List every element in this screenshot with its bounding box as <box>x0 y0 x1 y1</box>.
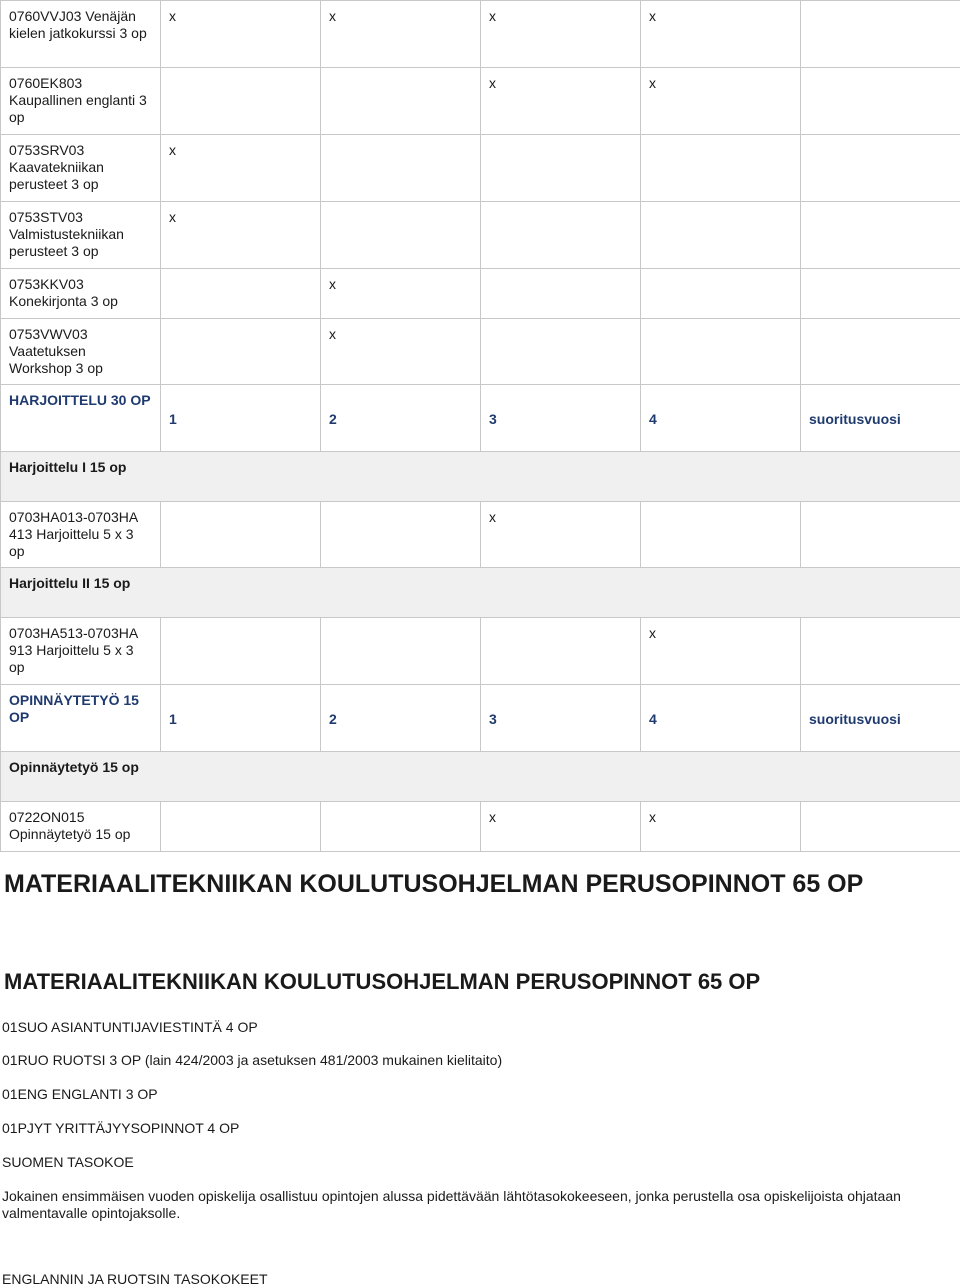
year-1-mark <box>161 502 321 568</box>
year-3-mark: x <box>481 502 641 568</box>
table-row <box>1 502 960 568</box>
table-row <box>1 618 960 685</box>
year-2-header: 2 <box>321 385 481 452</box>
year-label-cell <box>801 618 960 685</box>
year-label-cell <box>801 269 960 319</box>
year-2-mark <box>321 68 481 135</box>
subsection-title: Harjoittelu II 15 op <box>1 568 960 618</box>
year-4-mark <box>641 269 801 319</box>
course-line: 01SUO ASIANTUNTIJAVIESTINTÄ 4 OP <box>2 1019 258 1035</box>
year-label-header: suoritusvuosi <box>801 385 960 452</box>
year-3-mark <box>481 319 641 385</box>
year-3-mark: x <box>481 802 641 852</box>
course-line: ENGLANNIN JA RUOTSIN TASOKOKEET <box>2 1271 268 1287</box>
course-line: 01PJYT YRITTÄJYYSOPINNOT 4 OP <box>2 1120 240 1136</box>
year-3-mark <box>481 269 641 319</box>
section-title: HARJOITTELU 30 OP <box>1 385 161 452</box>
year-3-mark: x <box>481 68 641 135</box>
year-1-mark: x <box>161 202 321 269</box>
course-line: 01ENG ENGLANTI 3 OP <box>2 1086 158 1102</box>
subsection-row <box>1 568 960 618</box>
table-row <box>1 202 960 269</box>
year-label-cell <box>801 319 960 385</box>
year-1-mark: x <box>161 135 321 202</box>
year-3-mark: x <box>481 1 641 68</box>
table-row <box>1 135 960 202</box>
course-label: 0753KKV03 Konekirjonta 3 op <box>1 269 161 319</box>
year-2-mark <box>321 202 481 269</box>
subsection-title: Opinnäytetyö 15 op <box>1 752 960 802</box>
year-4-mark: x <box>641 618 801 685</box>
year-4-mark <box>641 202 801 269</box>
year-4-header: 4 <box>641 685 801 752</box>
year-label-cell <box>801 135 960 202</box>
course-label: 0703HA013-0703HA 413 Harjoittelu 5 x 3 op <box>1 502 161 568</box>
subsection-row <box>1 752 960 802</box>
year-4-mark: x <box>641 802 801 852</box>
table-row <box>1 68 960 135</box>
year-3-mark <box>481 135 641 202</box>
year-label-header: suoritusvuosi <box>801 685 960 752</box>
year-2-mark: x <box>321 269 481 319</box>
section-heading: MATERIAALITEKNIIKAN KOULUTUSOHJELMAN PERUSOPINNOT 65 OP <box>4 870 864 898</box>
table-row <box>1 802 960 852</box>
year-2-mark: x <box>321 1 481 68</box>
year-4-mark: x <box>641 1 801 68</box>
section-header-opinnaytetyo <box>1 685 960 752</box>
year-3-mark <box>481 202 641 269</box>
year-label-cell <box>801 68 960 135</box>
year-label-cell <box>801 1 960 68</box>
year-1-mark <box>161 68 321 135</box>
course-label: 0760VVJ03 Venäjän kielen jatkokurssi 3 op <box>1 1 161 68</box>
course-label: 0703HA513-0703HA 913 Harjoittelu 5 x 3 op <box>1 618 161 685</box>
year-2-mark <box>321 502 481 568</box>
year-1-mark <box>161 269 321 319</box>
section-title: OPINNÄYTETYÖ 15 OP <box>1 685 161 752</box>
course-line: 01RUO RUOTSI 3 OP (lain 424/2003 ja asetuksen 481/2003 mukainen kielitaito) <box>2 1052 503 1068</box>
section-subheading: MATERIAALITEKNIIKAN KOULUTUSOHJELMAN PERUSOPINNOT 65 OP <box>4 969 761 994</box>
subsection-title: Harjoittelu I 15 op <box>1 452 960 502</box>
year-2-mark <box>321 802 481 852</box>
year-1-mark: x <box>161 1 321 68</box>
course-line: SUOMEN TASOKOE <box>2 1154 134 1170</box>
year-4-header: 4 <box>641 385 801 452</box>
section-header-harjoittelu <box>1 385 960 452</box>
info-paragraph: Jokainen ensimmäisen vuoden opiskelija osallistuu opintojen alussa pidettävään lähtötasokokeeseen, jonka perustella osa opiskelijoista ohjataan valmentavalle opintojaksolle. <box>2 1188 901 1221</box>
year-3-header: 3 <box>481 385 641 452</box>
year-4-mark <box>641 135 801 202</box>
course-label: 0753STV03 Valmistustekniikan perusteet 3 op <box>1 202 161 269</box>
table-row <box>1 1 960 68</box>
year-3-header: 3 <box>481 685 641 752</box>
year-1-mark <box>161 802 321 852</box>
year-1-mark <box>161 319 321 385</box>
year-2-mark: x <box>321 319 481 385</box>
year-1-mark <box>161 618 321 685</box>
subsection-row <box>1 452 960 502</box>
year-label-cell <box>801 202 960 269</box>
table-row <box>1 319 960 385</box>
table-row <box>1 269 960 319</box>
year-label-cell <box>801 502 960 568</box>
year-2-mark <box>321 618 481 685</box>
year-4-mark <box>641 319 801 385</box>
course-label: 0760EK803 Kaupallinen englanti 3 op <box>1 68 161 135</box>
year-1-header: 1 <box>161 685 321 752</box>
year-3-mark <box>481 618 641 685</box>
year-4-mark <box>641 502 801 568</box>
course-label: 0753SRV03 Kaavatekniikan perusteet 3 op <box>1 135 161 202</box>
course-label: 0753VWV03 Vaatetuksen Workshop 3 op <box>1 319 161 385</box>
year-label-cell <box>801 802 960 852</box>
year-1-header: 1 <box>161 385 321 452</box>
year-2-mark <box>321 135 481 202</box>
course-label: 0722ON015 Opinnäytetyö 15 op <box>1 802 161 852</box>
year-2-header: 2 <box>321 685 481 752</box>
year-4-mark: x <box>641 68 801 135</box>
